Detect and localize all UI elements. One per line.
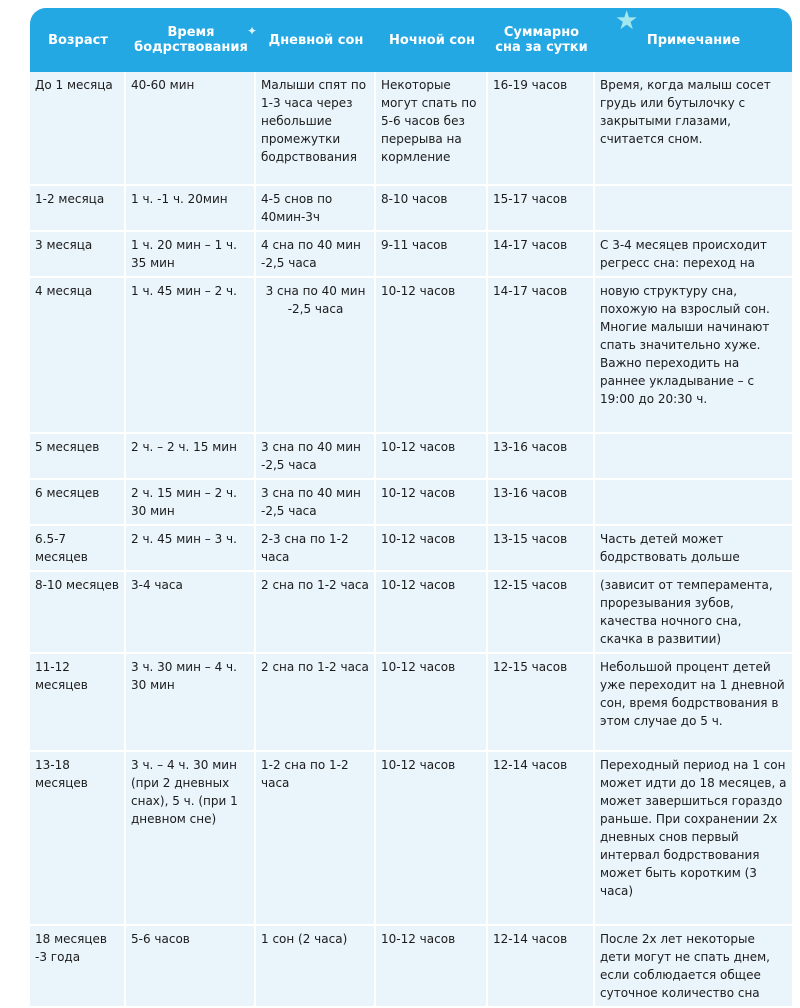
cell-age: 4 месяца (30, 278, 126, 434)
cell-age: 13-18 месяцев (30, 752, 126, 926)
cell-day-sleep: 1 сон (2 часа) (256, 926, 376, 1008)
cell-wake-time: 1 ч. -1 ч. 20мин (126, 186, 256, 232)
cell-night-sleep: 9-11 часов (376, 232, 488, 278)
cell-wake-time: 1 ч. 20 мин – 1 ч. 35 мин (126, 232, 256, 278)
sleep-schedule-table (30, 8, 792, 1008)
cell-night-sleep: 10-12 часов (376, 926, 488, 1008)
table-row (30, 752, 792, 926)
cell-wake-time: 3-4 часа (126, 572, 256, 654)
cell-day-sleep: 4-5 снов по 40мин-3ч (256, 186, 376, 232)
cell-wake-time: 3 ч. – 4 ч. 30 мин (при 2 дневных снах), 5 ч. (при 1 дневном сне) (126, 752, 256, 926)
table-row (30, 526, 792, 572)
cell-age: 18 месяцев -3 года (30, 926, 126, 1008)
cell-note (595, 434, 792, 480)
cell-total-sleep: 12-14 часов (488, 752, 595, 926)
cell-note: Часть детей может бодрствовать дольше (595, 526, 792, 572)
cell-day-sleep: 1-2 сна по 1-2 часа (256, 752, 376, 926)
table-row (30, 72, 792, 186)
cell-age: До 1 месяца (30, 72, 126, 186)
cell-wake-time: 1 ч. 45 мин – 2 ч. (126, 278, 256, 434)
cell-wake-time: 3 ч. 30 мин – 4 ч. 30 мин (126, 654, 256, 752)
table-row (30, 654, 792, 752)
header-night-sleep: Ночной сон (376, 8, 488, 72)
cell-wake-time: 5-6 часов (126, 926, 256, 1008)
cell-total-sleep: 16-19 часов (488, 72, 595, 186)
cell-wake-time: 2 ч. 45 мин – 3 ч. (126, 526, 256, 572)
cell-total-sleep: 14-17 часов (488, 232, 595, 278)
header-total-sleep: Суммарно сна за сутки (488, 8, 595, 72)
cell-day-sleep: 2 сна по 1-2 часа (256, 572, 376, 654)
sparkle-icon: ✦ (247, 24, 258, 38)
cell-age: 3 месяца (30, 232, 126, 278)
sleep-schedule-sheet (30, 6, 792, 1000)
table-row (30, 186, 792, 232)
table-row (30, 434, 792, 480)
cell-total-sleep: 13-16 часов (488, 434, 595, 480)
cell-night-sleep: Некоторые могут спать по 5-6 часов без перерыва на кормление (376, 72, 488, 186)
cell-night-sleep: 10-12 часов (376, 480, 488, 526)
header-day-sleep: Дневной сон (256, 8, 376, 72)
table-row (30, 572, 792, 654)
header-note: Примечание (595, 8, 792, 72)
cell-age: 1-2 месяца (30, 186, 126, 232)
star-icon: ★ (615, 6, 639, 36)
table-row (30, 278, 792, 434)
header-age: Возраст (30, 8, 126, 72)
table-row (30, 232, 792, 278)
cell-age: 6.5-7 месяцев (30, 526, 126, 572)
table-header-row (30, 8, 792, 72)
cell-night-sleep: 8-10 часов (376, 186, 488, 232)
cell-night-sleep: 10-12 часов (376, 752, 488, 926)
cell-total-sleep: 14-17 часов (488, 278, 595, 434)
cell-age: 8-10 месяцев (30, 572, 126, 654)
cell-wake-time: 40-60 мин (126, 72, 256, 186)
cell-total-sleep: 12-15 часов (488, 654, 595, 752)
cell-day-sleep: 3 сна по 40 мин -2,5 часа (256, 434, 376, 480)
cell-age: 5 месяцев (30, 434, 126, 480)
table-row (30, 926, 792, 1008)
cell-age: 6 месяцев (30, 480, 126, 526)
cell-wake-time: 2 ч. – 2 ч. 15 мин (126, 434, 256, 480)
cell-total-sleep: 15-17 часов (488, 186, 595, 232)
cell-day-sleep: Малыши спят по 1-3 часа через небольшие промежутки бодрствования (256, 72, 376, 186)
cell-night-sleep: 10-12 часов (376, 278, 488, 434)
table-row (30, 480, 792, 526)
cell-note: Переходный период на 1 сон может идти до 18 месяцев, а может завершиться гораздо раньше. При сохранении 2х дневных снов первый интервал бодрствования может быть коротким (3 часа) (595, 752, 792, 926)
cell-age: 11-12 месяцев (30, 654, 126, 752)
cell-day-sleep: 4 сна по 40 мин -2,5 часа (256, 232, 376, 278)
cell-wake-time: 2 ч. 15 мин – 2 ч. 30 мин (126, 480, 256, 526)
cell-note (595, 186, 792, 232)
cell-note: (зависит от темперамента, прорезывания зубов, качества ночного сна, скачка в развитии) (595, 572, 792, 654)
cell-note: Время, когда малыш сосет грудь или бутылочку с закрытыми глазами, считается сном. (595, 72, 792, 186)
cell-night-sleep: 10-12 часов (376, 526, 488, 572)
cell-total-sleep: 12-15 часов (488, 572, 595, 654)
cell-night-sleep: 10-12 часов (376, 572, 488, 654)
cell-total-sleep: 13-16 часов (488, 480, 595, 526)
cell-day-sleep: 2-3 сна по 1-2 часа (256, 526, 376, 572)
cell-total-sleep: 12-14 часов (488, 926, 595, 1008)
cell-day-sleep: 2 сна по 1-2 часа (256, 654, 376, 752)
cell-note: новую структуру сна, похожую на взрослый сон. Многие малыши начинают спать значительно хуже. Важно переходить на раннее укладывание – с 19:00 до 20:30 ч. (595, 278, 792, 434)
cell-note: После 2х лет некоторые дети могут не спать днем, если соблюдается общее суточное количество сна (595, 926, 792, 1008)
cell-night-sleep: 10-12 часов (376, 654, 488, 752)
cell-total-sleep: 13-15 часов (488, 526, 595, 572)
cell-note: Небольшой процент детей уже переходит на 1 дневной сон, время бодрствования в этом случае до 5 ч. (595, 654, 792, 752)
cell-day-sleep: 3 сна по 40 мин -2,5 часа (256, 480, 376, 526)
cell-day-sleep: 3 сна по 40 мин -2,5 часа (256, 278, 376, 434)
cell-note: С 3-4 месяцев происходит регресс сна: переход на (595, 232, 792, 278)
cell-note (595, 480, 792, 526)
cell-night-sleep: 10-12 часов (376, 434, 488, 480)
header-wake-time: Время бодрствования (126, 8, 256, 72)
